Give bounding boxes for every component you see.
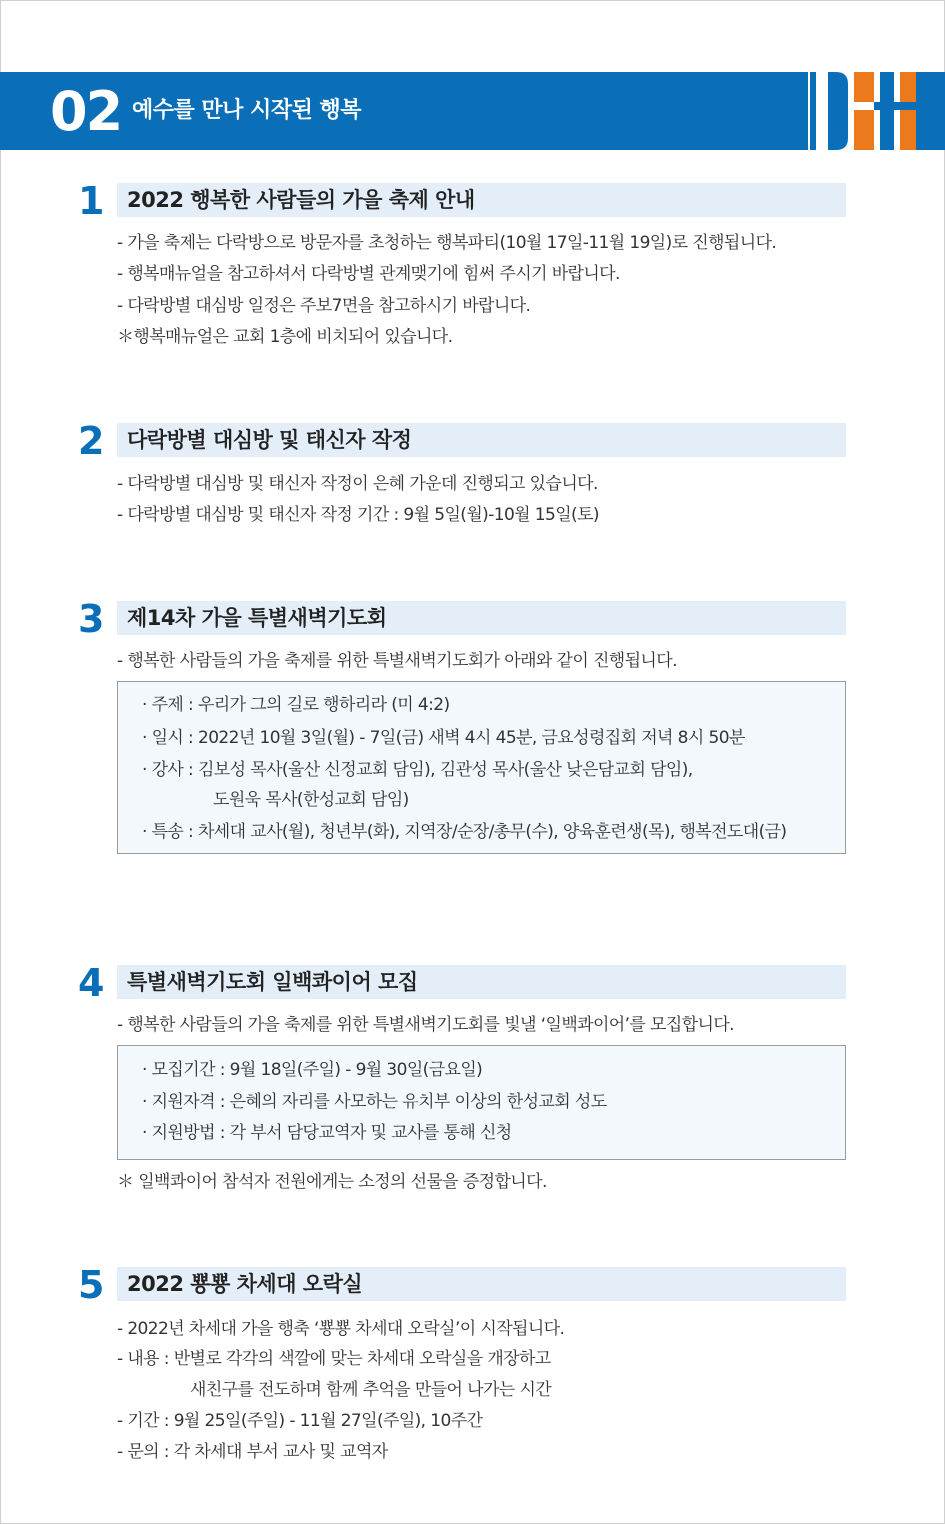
section-3-speakers: · 강사 : 김보성 목사(울산 신정교회 담임), 김관성 목사(울산 낮은담교회 담임), — [142, 760, 693, 780]
section-2-line: - 다락방별 대심방 및 태신자 작정이 은혜 가운데 진행되고 있습니다. — [117, 474, 598, 494]
section-3-line: - 행복한 사람들의 가을 축제를 위한 특별새벽기도회가 아래와 같이 진행됩니다. — [117, 651, 677, 671]
section-4-method: · 지원방법 : 각 부서 담당교역자 및 교사를 통해 신청 — [142, 1123, 512, 1143]
section-5-contact: - 문의 : 각 차세대 부서 교사 및 교역자 — [117, 1442, 388, 1462]
section-5-line: - 2022년 차세대 가을 행축 ‘뿅뿅 차세대 오락실’이 시작됩니다. — [117, 1319, 565, 1339]
section-5-number: 5 — [78, 1263, 105, 1307]
section-4-line: - 행복한 사람들의 가을 축제를 위한 특별새벽기도회를 빛낼 ‘일백콰이어’를 모집합니다. — [117, 1015, 734, 1035]
section-1-line: - 다락방별 대심방 일정은 주보7면을 참고하시기 바랍니다. — [117, 296, 531, 316]
section-2-title: 다락방별 대심방 및 태신자 작정 — [127, 428, 412, 452]
section-1-number: 1 — [78, 179, 105, 223]
section-4-period: · 모집기간 : 9월 18일(주일) - 9월 30일(금요일) — [142, 1060, 483, 1080]
section-2-number: 2 — [78, 419, 105, 463]
section-1-line: - 가을 축제는 다락방으로 방문자를 초청하는 행복파티(10월 17일-11월 19일)로 진행됩니다. — [117, 233, 777, 253]
section-3-title: 제14차 가을 특별새벽기도회 — [127, 606, 387, 630]
section-1-line: - 행복매뉴얼을 참고하셔서 다락방별 관계맺기에 힘써 주시기 바랍니다. — [117, 264, 620, 284]
section-4-note: ＊ 일백콰이어 참석자 전원에게는 소정의 선물을 증정합니다. — [117, 1172, 547, 1192]
section-2-line: - 다락방별 대심방 및 태신자 작정 기간 : 9월 5일(월)-10월 15일(토) — [117, 505, 599, 525]
section-4-title: 특별새벽기도회 일백콰이어 모집 — [127, 970, 418, 994]
section-3-topic: · 주제 : 우리가 그의 길로 행하리라 (미 4:2) — [142, 695, 450, 715]
section-3-speakers-cont: 도원욱 목사(한성교회 담임) — [213, 790, 409, 810]
section-5-title: 2022 뿅뿅 차세대 오락실 — [127, 1272, 363, 1296]
section-4-eligibility: · 지원자격 : 은혜의 자리를 사모하는 유치부 이상의 한성교회 성도 — [142, 1092, 607, 1112]
section-3-schedule: · 일시 : 2022년 10월 3일(월) - 7일(금) 새벽 4시 45분, 금요성령집회 저녁 8시 50분 — [142, 728, 745, 748]
section-1-title: 2022 행복한 사람들의 가을 축제 안내 — [127, 188, 475, 212]
header-title: 예수를 만나 시작된 행복 — [132, 98, 361, 123]
section-3-special-music: · 특송 : 차세대 교사(월), 청년부(화), 지역장/순장/총무(수), 양육훈련생(목), 행복전도대(금) — [142, 822, 787, 842]
section-1-note: ＊행복매뉴얼은 교회 1층에 비치되어 있습니다. — [117, 327, 453, 347]
section-4-info-box — [117, 1045, 846, 1160]
header-number: 02 — [50, 80, 122, 143]
section-4-number: 4 — [78, 961, 105, 1005]
section-5-content-cont: 새친구를 전도하며 함께 추억을 만들어 나가는 시간 — [190, 1380, 552, 1400]
section-5-period: - 기간 : 9월 25일(주일) - 11월 27일(주일), 10주간 — [117, 1411, 483, 1431]
church-logo-icon — [808, 72, 916, 150]
section-5-content: - 내용 : 반별로 각각의 색깔에 맞는 차세대 오락실을 개장하고 — [117, 1349, 551, 1369]
section-3-info-box — [117, 681, 846, 854]
section-3-number: 3 — [78, 597, 105, 641]
